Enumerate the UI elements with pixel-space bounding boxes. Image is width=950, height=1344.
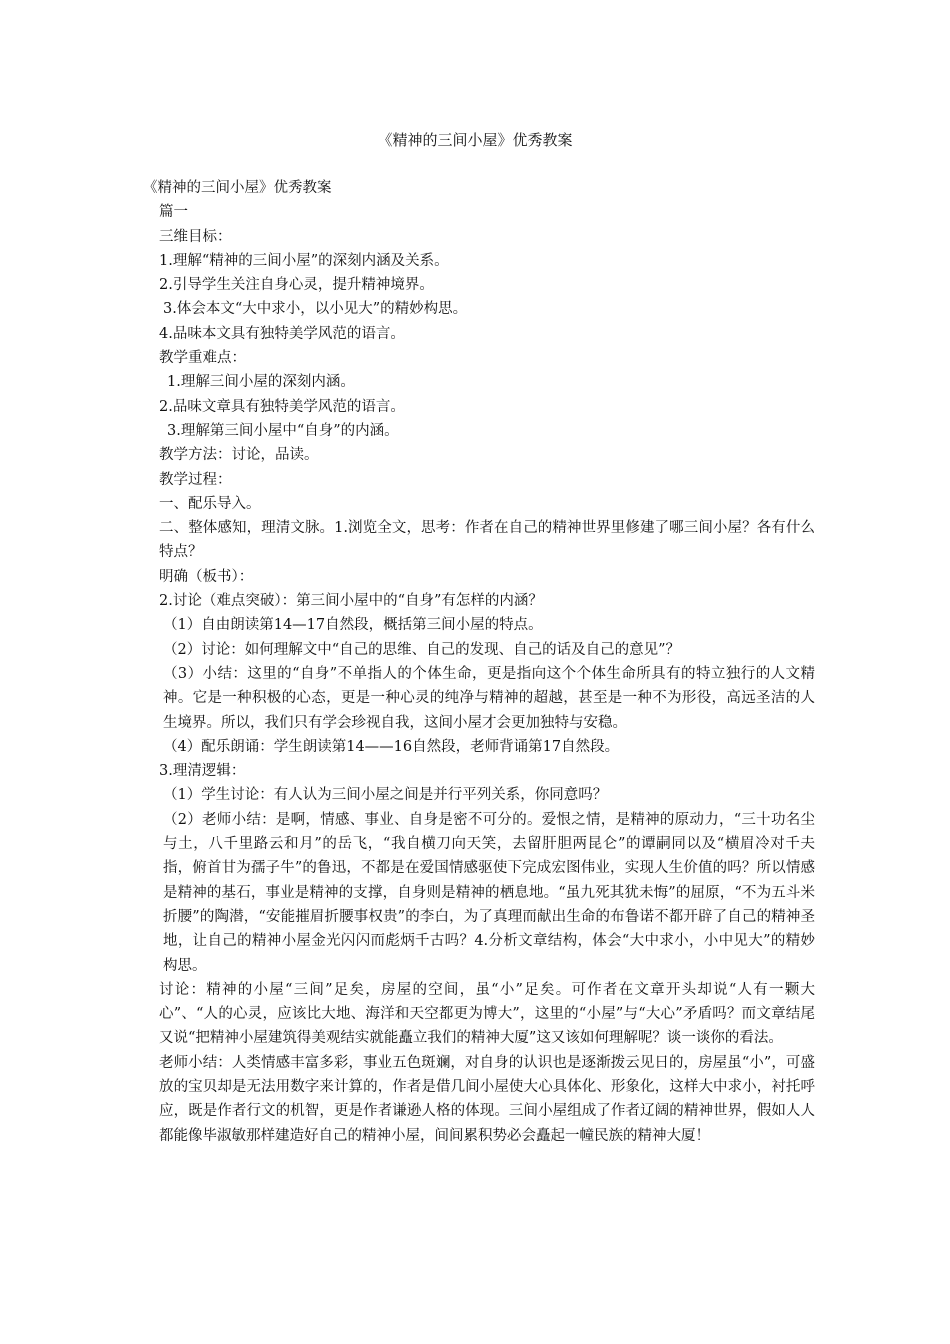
- sub-step: （4）配乐朗诵：学生朗读第14——16自然段，老师背诵第17自然段。: [163, 738, 620, 755]
- teaching-method: 教学方法：讨论，品读。: [159, 447, 319, 464]
- sub-step: （2）老师小结：是啊，情感、事业、自身是密不可分的。爱恨之情，是精神的原动力，“三十功名尘与土，八千里路云和月”的岳飞，“我自横刀向天笑，去留肝胆两昆仑”的谭嗣同以及“横眉冷对千夫指，俯首甘为孺子牛”的鲁迅，不都是在爱国情感驱使下完成宏图伟业，实现人生价值的吗？所以情感是精神的基石，事业是精神的支撑，自身则是精神的栖息地。“虽九死其犹未悔”的屈原，“不为五斗米折腰”的陶潜，“安能摧眉折腰事权贵”的李白，为了真理而献出生命的布鲁诺不都开辟了自己的精神圣地，让自己的精神小屋金光闪闪而彪炳千古吗？4.分析文章结构，体会“大中求小，小中见大”的精妙构思。: [163, 811, 815, 974]
- document-title: 《精神的三间小屋》优秀教案: [377, 131, 573, 149]
- sub-step: （1）学生讨论：有人认为三间小屋之间是并行平列关系，你同意吗？: [163, 787, 608, 804]
- sub-step: （1）自由朗读第14—17自然段，概括第三间小屋的特点。: [163, 617, 543, 634]
- board-note: 明确（板书）：: [159, 568, 254, 585]
- objectives-heading: 三维目标：: [159, 228, 232, 245]
- key-points-heading: 教学重难点：: [159, 350, 246, 367]
- sub-step: （3）小结：这里的“自身”不单指人的个体生命，更是指向这个个体生命所具有的特立独行的人文精神。它是一种积极的心态，更是一种心灵的纯净与精神的超越，甚至是一种不为形役，高远圣洁的人生境界。所以，我们只有学会珍视自我，这间小屋才会更加独特与安稳。: [163, 665, 815, 731]
- key-point-item: 3.理解第三间小屋中“自身”的内涵。: [167, 422, 399, 439]
- process-step: 3.理清逻辑：: [159, 763, 246, 780]
- process-heading: 教学过程：: [159, 471, 232, 488]
- key-point-item: 1.理解三间小屋的深刻内涵。: [167, 374, 355, 391]
- objective-item: 1.理解“精神的三间小屋”的深刻内涵及关系。: [159, 252, 449, 269]
- process-step: 2.讨论（难点突破）：第三间小屋中的“自身”有怎样的内涵？: [159, 593, 543, 610]
- teacher-summary-paragraph: 老师小结：人类情感丰富多彩，事业五色斑斓，对自身的认识也是逐渐拨云见日的，房屋虽“小”，可盛放的宝贝却是无法用数字来计算的，作者是借几间小屋使大心具体化、形象化，这样大中求小，衬托呼应，既是作者行文的机智，更是作者谦逊人格的体现。三间小屋组成了作者辽阔的精神世界，假如人人都能像毕淑敏那样建造好自己的精神小屋，间间累积势必会矗起一幢民族的精神大厦！: [159, 1054, 815, 1144]
- document-body: [143, 176, 815, 1148]
- key-point-item: 2.品味文章具有独特美学风范的语言。: [159, 398, 405, 415]
- sub-step: （2）讨论：如何理解文中“自己的思维、自己的发现、自己的话及自己的意见”？: [163, 641, 681, 658]
- objective-item: 2.引导学生关注自身心灵，提升精神境界。: [159, 277, 434, 294]
- section-label: 篇一: [159, 204, 188, 221]
- objective-item: 4.品味本文具有独特美学风范的语言。: [159, 325, 405, 342]
- process-step: 二、整体感知，理清文脉。1.浏览全文，思考：作者在自己的精神世界里修建了哪三间小屋？各有什么特点？: [159, 520, 815, 561]
- discussion-paragraph: 讨论：精神的小屋“三间”足矣，房屋的空间，虽“小”足矣。可作者在文章开头却说“人有一颗大心”、“人的心灵，应该比大地、海洋和天空都更为博大”，这里的“小屋”与“大心”矛盾吗？而文章结尾又说“把精神小屋建筑得美观结实就能矗立我们的精神大厦”这又该如何理解呢？谈一谈你的看法。: [159, 981, 815, 1047]
- process-step: 一、配乐导入。: [159, 495, 261, 512]
- body-heading: 《精神的三间小屋》优秀教案: [143, 180, 332, 196]
- objective-item: 3.体会本文“大中求小，以小见大”的精妙构思。: [163, 301, 468, 318]
